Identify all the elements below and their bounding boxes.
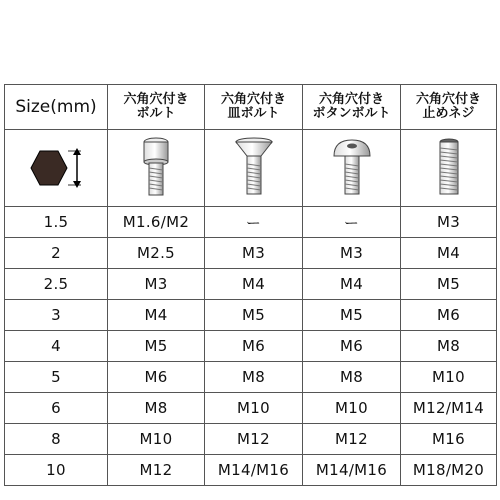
table-row bbox=[5, 207, 497, 238]
countersunk-bolt-value: M6 bbox=[205, 331, 303, 362]
set-screw-value: M18/M20 bbox=[401, 455, 497, 486]
countersunk-bolt-value: M5 bbox=[205, 300, 303, 331]
button-bolt-value: M8 bbox=[303, 362, 401, 393]
table-row bbox=[5, 269, 497, 300]
countersunk-bolt-value: M10 bbox=[205, 393, 303, 424]
button-bolt-value: M4 bbox=[303, 269, 401, 300]
set-screw-icon bbox=[429, 136, 469, 200]
button-bolt-value: M14/M16 bbox=[303, 455, 401, 486]
header-line1: 六角穴付き bbox=[123, 92, 189, 107]
socket-head-bolt-value: M3 bbox=[108, 269, 205, 300]
countersunk-bolt-value: ー bbox=[205, 207, 303, 238]
socket-head-bolt-value: M1.6/M2 bbox=[108, 207, 205, 238]
socket-head-bolt-value: M8 bbox=[108, 393, 205, 424]
bolt-size-chart bbox=[4, 84, 496, 486]
button-bolt-value: M10 bbox=[303, 393, 401, 424]
hex-cell bbox=[5, 130, 108, 207]
header-line2: ボルト bbox=[136, 106, 176, 121]
countersunk-bolt-value: M3 bbox=[205, 238, 303, 269]
button-bolt-value: M3 bbox=[303, 238, 401, 269]
button-bolt-value: M5 bbox=[303, 300, 401, 331]
socket-head-bolt-value: M12 bbox=[108, 455, 205, 486]
header-line2: 止めネジ bbox=[422, 106, 475, 121]
countersunk-bolt-value: M8 bbox=[205, 362, 303, 393]
header-set-screw bbox=[401, 85, 497, 130]
header-line1: 六角穴付き bbox=[220, 92, 286, 107]
table-row bbox=[5, 362, 497, 393]
header-row bbox=[5, 85, 497, 130]
hex-key-size-table bbox=[4, 84, 497, 486]
socket-head-bolt-value: M2.5 bbox=[108, 238, 205, 269]
size-cell: 10 bbox=[5, 455, 108, 486]
set-screw-cell bbox=[401, 130, 497, 207]
header-button-bolt bbox=[303, 85, 401, 130]
header-line1: 六角穴付き bbox=[415, 92, 481, 107]
button-bolt-value: M12 bbox=[303, 424, 401, 455]
set-screw-value: M5 bbox=[401, 269, 497, 300]
socket-head-bolt-value: M6 bbox=[108, 362, 205, 393]
set-screw-value: M6 bbox=[401, 300, 497, 331]
socket-head-bolt-value: M10 bbox=[108, 424, 205, 455]
size-rows bbox=[5, 207, 497, 486]
flat-head-countersunk-screw-icon bbox=[232, 136, 276, 200]
set-screw-value: M3 bbox=[401, 207, 497, 238]
set-screw-value: M4 bbox=[401, 238, 497, 269]
socket-head-cap-screw-icon bbox=[136, 136, 176, 200]
countersunk-bolt-value: M14/M16 bbox=[205, 455, 303, 486]
countersunk-bolt-value: M12 bbox=[205, 424, 303, 455]
socket-head-bolt-value: M5 bbox=[108, 331, 205, 362]
size-header: Size(mm) bbox=[5, 85, 108, 130]
set-screw-value: M8 bbox=[401, 331, 497, 362]
set-screw-value: M10 bbox=[401, 362, 497, 393]
table-row bbox=[5, 424, 497, 455]
header-socket-head-bolt bbox=[108, 85, 205, 130]
countersunk-bolt-cell bbox=[205, 130, 303, 207]
size-cell: 6 bbox=[5, 393, 108, 424]
table-row bbox=[5, 455, 497, 486]
size-cell: 5 bbox=[5, 362, 108, 393]
table-row bbox=[5, 331, 497, 362]
size-cell: 8 bbox=[5, 424, 108, 455]
set-screw-value: M16 bbox=[401, 424, 497, 455]
header-line1: 六角穴付き bbox=[318, 92, 384, 107]
illustration-row bbox=[5, 130, 497, 207]
table-row bbox=[5, 238, 497, 269]
header-line2: ボタンボルト bbox=[312, 106, 391, 121]
set-screw-value: M12/M14 bbox=[401, 393, 497, 424]
socket-head-bolt-value: M4 bbox=[108, 300, 205, 331]
size-cell: 3 bbox=[5, 300, 108, 331]
header-countersunk-bolt bbox=[205, 85, 303, 130]
countersunk-bolt-value: M4 bbox=[205, 269, 303, 300]
button-head-screw-icon bbox=[330, 136, 374, 200]
button-bolt-cell bbox=[303, 130, 401, 207]
button-bolt-value: ー bbox=[303, 207, 401, 238]
size-cell: 1.5 bbox=[5, 207, 108, 238]
socket-head-bolt-cell bbox=[108, 130, 205, 207]
header-line2: 皿ボルト bbox=[227, 106, 280, 121]
hex-key-size-icon bbox=[21, 140, 91, 196]
table-row bbox=[5, 300, 497, 331]
table-row bbox=[5, 393, 497, 424]
size-cell: 2.5 bbox=[5, 269, 108, 300]
size-cell: 4 bbox=[5, 331, 108, 362]
size-cell: 2 bbox=[5, 238, 108, 269]
button-bolt-value: M6 bbox=[303, 331, 401, 362]
